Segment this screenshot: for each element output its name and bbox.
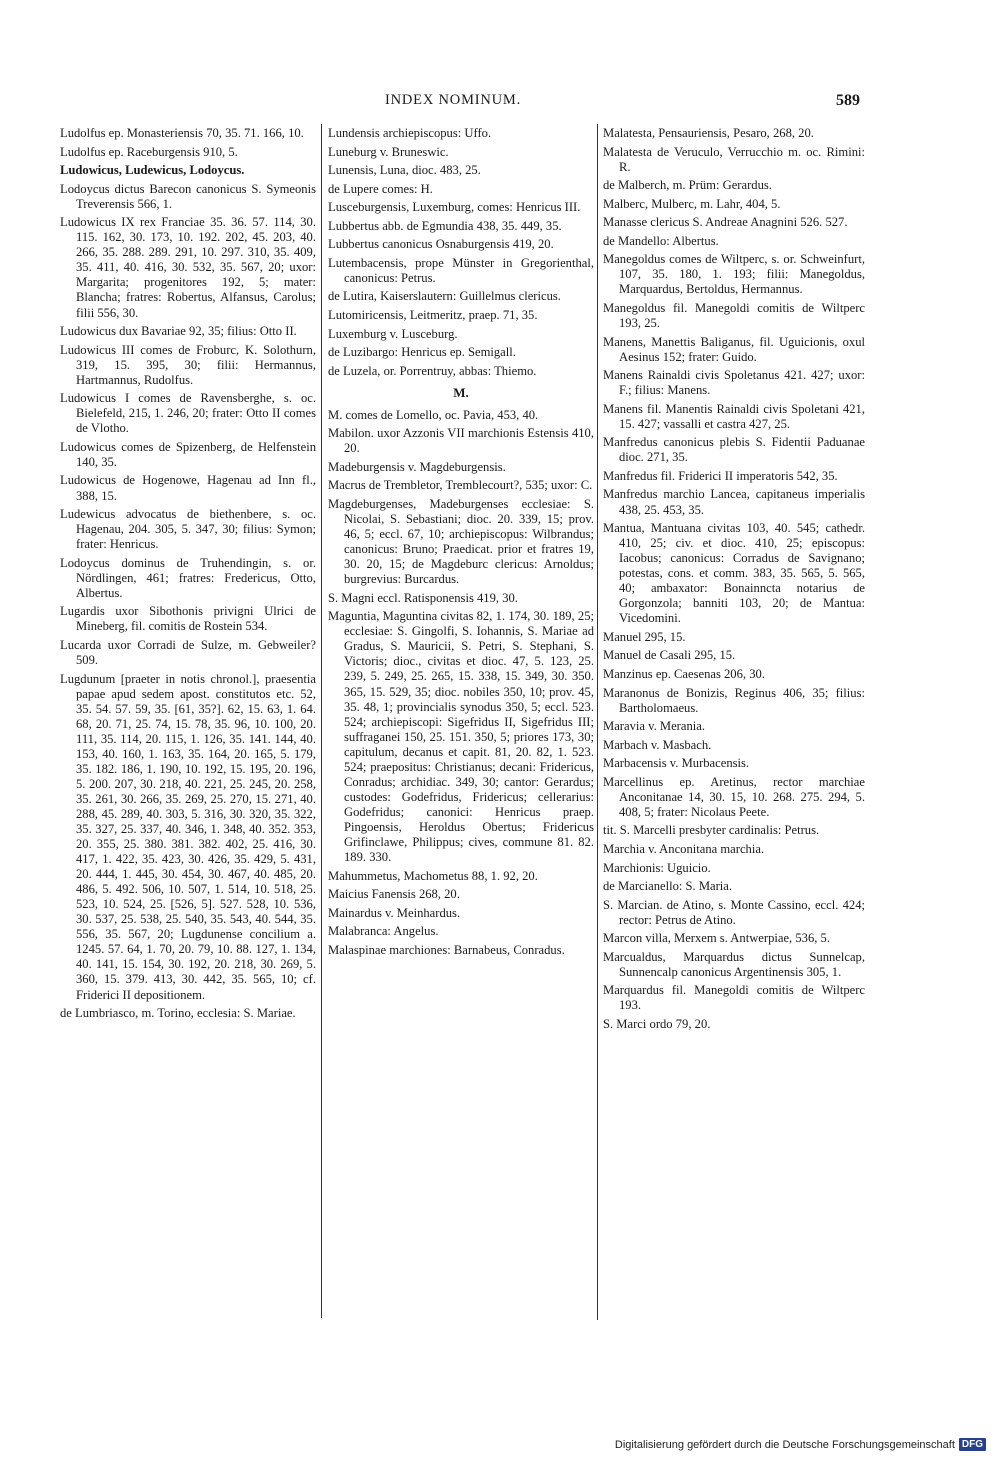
column-divider-right: [597, 124, 598, 1320]
index-entry: Mabilon. uxor Azzonis VII marchionis Estensis 410, 20.: [328, 426, 594, 456]
index-entry: Lubbertus canonicus Osnaburgensis 419, 20.: [328, 237, 554, 252]
index-entry: de Luzela, or. Porrentruy, abbas: Thiemo.: [328, 363, 537, 378]
index-entry: Manuel 295, 15.: [603, 629, 686, 644]
index-entry: tit. S. Marcelli presbyter cardinalis: Petrus.: [603, 823, 820, 838]
index-entry: Lodoycus dictus Barecon canonicus S. Symeonis Treverensis 566, 1.: [60, 181, 316, 211]
page-number: 589: [836, 92, 860, 109]
credit-text: Digitalisierung gefördert durch die Deutsche Forschungsgemeinschaft: [614, 1438, 955, 1451]
running-title: INDEX NOMINUM.: [385, 92, 522, 108]
index-entry: Malberc, Mulberc, m. Lahr, 404, 5.: [603, 196, 781, 211]
index-entry: Mainardus v. Meinhardus.: [328, 905, 461, 920]
index-entry-bold-heading: Ludowicus, Ludewicus, Lodoycus.: [60, 163, 245, 178]
digitization-credit: [615, 1438, 986, 1451]
index-entry: Manzinus ep. Caesenas 206, 30.: [603, 667, 765, 681]
index-entry: M. comes de Lomello, oc. Pavia, 453, 40.: [328, 407, 539, 422]
index-entry: Marbach v. Masbach.: [603, 737, 712, 752]
index-entry: Lutembacensis, prope Münster in Gregorienthal, canonicus: Petrus.: [328, 255, 594, 285]
index-entry: S. Marci ordo 79, 20.: [603, 1016, 711, 1031]
index-entry: Lugdunum [praeter in notis chronol.], praesentia papae apud sedem apost. constitutos etc. 52, 35. 54. 57. 59, 35. [61, 35?]. 62, 15. 63, 1. 64. 68, 20. 71, 25. 74, 15. 78, 35. 96, 10. 100, 20. 111, 35. 114, 20. 115, 1. 126, 35. 141. 144, 40. 153, 40. 160, 1. 163, 35. 164, 20. 165, 5. 179, 35. 182. 186, 1. 190, 10. 192, 15. 195, 20. 196, 5. 200. 207, 30. 218, 40. 221, 25. 245, 20. 258, 35. 261, 30. 266, 35. 269, 25. 270, 15. 271, 40. 288, 45. 289, 40. 303, 5. 316, 30. 320, 35. 322, 35. 327, 25. 337, 40. 346, 1. 348, 40. 352. 353, 20. 355, 25. 380. 381. 382. 402, 25. 416, 30. 417, 1. 422, 35. 423, 30. 426, 35. 429, 5. 431, 20. 444, 1. 445, 30. 454, 30. 467, 40. 485, 20. 486, 5. 492. 506, 10. 507, 1. 514, 10. 518, 25. 523, 10. 524, 25. [526, 5]. 527. 528, 10. 536, 30. 537, 25. 538, 25. 540, 35. 543, 40. 544, 35. 556, 35. 567, 20; Lugdunense concilium a. 1245. 57. 64, 1. 70, 20. 79, 10. 88. 127, 1. 134, 40. 141, 15. 154, 30. 192, 20. 218, 30. 269, 5. 360, 15. 379. 413, 30. 442, 35. 565, 10; cf. Friderici II depositionem.: [60, 671, 316, 1002]
index-entry: Magdeburgenses, Madeburgenses ecclesiae: S. Nicolai, S. Sebastiani; dioc. 20. 339, 15; prov. 46, 5; eccl. 67, 10; archiepiscopus: Wilbrandus; canonicus: Bruno; Praedicat. prior et fratres 19, 30. 20, 15; de Magdeburc clericus: Arnoldus; burgrevius: Burcardus.: [328, 496, 594, 587]
index-entry: Manegoldus fil. Manegoldi comitis de Wiltperc 193, 25.: [603, 300, 865, 331]
index-entry: Ludowicus de Hogenowe, Hagenau ad Inn fl., 388, 15.: [60, 473, 316, 503]
index-entry: Ludowicus I comes de Ravensberghe, s. oc. Bielefeld, 215, 1. 246, 20; frater: Otto II comes de Vlotho.: [60, 391, 316, 436]
index-entry: Marchionis: Uguicio.: [603, 860, 711, 875]
page-header: [0, 92, 1000, 114]
index-entry: de Marcianello: S. Maria.: [603, 879, 733, 894]
index-entry: Ludowicus III comes de Froburc, K. Solothurn, 319, 15. 395, 30; filii: Hermannus, Hartmannus, Rudolfus.: [60, 342, 316, 387]
index-entry: Marcon villa, Merxem s. Antwerpiae, 536, 5.: [603, 931, 830, 946]
index-entry: Mahummetus, Machometus 88, 1. 92, 20.: [328, 868, 538, 883]
index-column-middle: [328, 126, 594, 961]
index-entry: Lundensis archiepiscopus: Uffo.: [328, 126, 492, 140]
letter-heading: M.: [453, 384, 469, 400]
index-entry: Manfredus fil. Friderici II imperatoris 542, 35.: [603, 468, 838, 483]
index-entry: Marbacensis v. Murbacensis.: [603, 756, 750, 771]
index-entry: Manens Rainaldi civis Spoletanus 421. 427; uxor: F.; filius: Manens.: [603, 368, 865, 398]
index-entry: Lubbertus abb. de Egmundia 438, 35. 449, 35.: [328, 218, 562, 233]
index-entry: Mantua, Mantuana civitas 103, 40. 545; cathedr. 410, 25; civ. et dioc. 410, 25; episcopus: Iacobus; canonicus: Corradus de Savignano; potestas, cons. et comm. 383, 35. 565, 5. 565, 40; ambaxator: Bonainncta notarius de Gorgonzola; banniti 103, 20; de Mantua: Vicedomini.: [603, 521, 865, 626]
index-entry: Manens, Manettis Baliganus, fil. Uguicionis, oxul Aesinus 152; frater: Guido.: [603, 334, 865, 364]
index-entry: Ludolfus ep. Raceburgensis 910, 5.: [60, 144, 238, 159]
index-entry: Ludolfus ep. Monasteriensis 70, 35. 71. 166, 10.: [60, 126, 304, 140]
index-entry: Manfredus marchio Lancea, capitaneus imperialis 438, 25. 453, 35.: [603, 487, 865, 517]
index-entry: Ludowicus IX rex Franciae 35. 36. 57. 114, 30. 115. 162, 30. 173, 10. 192. 202, 45. 203, 40. 266, 35. 288. 289. 291, 10. 297. 310, 35. 409, 35. 411, 40. 416, 30. 532, 35. 567, 20; uxor: Margarita; progenitores 192, 5; mater: Blancha; fratres: Robertus, Alfansus, Carolus; filii 556, 30.: [60, 215, 316, 320]
index-entry: Marcellinus ep. Aretinus, rector marchiae Anconitanae 14, 30. 15, 10. 268. 275. 294, 5. 408, 5; frater: Nicolaus Peete.: [603, 774, 865, 819]
index-entry: S. Marcian. de Atino, s. Monte Cassino, eccl. 424; rector: Petrus de Atino.: [603, 897, 865, 927]
index-entry: Ludowicus comes de Spizenberg, de Helfenstein 140, 35.: [60, 439, 316, 469]
index-entry: Malabranca: Angelus.: [328, 924, 439, 939]
index-column-left: [60, 126, 316, 1025]
index-entry: Maranonus de Bonizis, Reginus 406, 35; filius: Bartholomaeus.: [603, 685, 865, 715]
index-entry: de Lupere comes: H.: [328, 181, 433, 196]
index-entry: Marquardus fil. Manegoldi comitis de Wiltperc 193.: [603, 983, 865, 1013]
index-entry: Lodoycus dominus de Truhendingin, s. or. Nördlingen, 461; fratres: Fredericus, Otto, Albertus.: [60, 555, 316, 600]
index-entry: Maguntia, Maguntina civitas 82, 1. 174, 30. 189, 25; ecclesiae: S. Gingolfi, S. Iohannis, S. Mariae ad Gradus, S. Mauricii, S. Petri, S. Stephani, S. Victoris; dioc., civitas et dioc. 47, 5. 123, 25. 239, 5. 249, 25. 265, 15. 338, 15. 349, 30. 350. 365, 15. 529, 35; dioc. nobiles 350, 10; prov. 45, 35. 48, 1; provincialis synodus 350, 5; eccl. 523. 524; archiepiscopi: Sigefridus II, Sigefridus III; suffraganei 150, 25. 151. 350, 5; priores 173, 30; capitulum, decanus et capit. 81, 20. 82, 1. 523. 524; praepositus: Christianus; decani: Fridericus, Conradus; archidiac. 349, 30; cantor: Gerardus; custodes: Godefridus, Fridericus; cellerarius: Godefridus; canonici: Henricus praep. Pingoensis, Heroldus Obertus; Fridericus Grifinclawe, Philippus; cives, commune 81. 82. 189. 330.: [328, 609, 594, 865]
index-entry: Manfredus canonicus plebis S. Fidentii Paduanae dioc. 271, 35.: [603, 435, 865, 465]
index-entry: Ludewicus advocatus de biethenbere, s. oc. Hagenau, 204. 305, 5. 347, 30; filius: Symon; frater: Henricus.: [60, 507, 316, 552]
index-entry: Maicius Fanensis 268, 20.: [328, 887, 460, 902]
index-entry: Manegoldus comes de Wiltperc, s. or. Schweinfurt, 107, 35. 180, 1. 193; filii: Manegoldus, Marquardus, Bertoldus, Hermannus.: [603, 252, 865, 297]
index-entry: Luneburg v. Bruneswic.: [328, 144, 449, 159]
index-entry: Luxemburg v. Lusceburg.: [328, 326, 458, 341]
index-entry: Marchia v. Anconitana marchia.: [603, 841, 765, 856]
index-entry: Maravia v. Merania.: [603, 719, 705, 734]
index-entry: de Mandello: Albertus.: [603, 233, 719, 248]
dfg-logo[interactable]: DFG: [959, 1438, 986, 1451]
index-entry: Madeburgensis v. Magdeburgensis.: [328, 459, 506, 474]
index-entry: Marcualdus, Marquardus dictus Sunnelcap, Sunnencalp canonicus Argentinensis 305, 1.: [603, 949, 865, 979]
index-entry: Ludowicus dux Bavariae 92, 35; filius: Otto II.: [60, 324, 297, 339]
index-column-right: [603, 126, 865, 1035]
index-entry: Manuel de Casali 295, 15.: [603, 648, 736, 663]
index-entry: Macrus de Trembletor, Tremblecourt?, 535; uxor: C.: [328, 478, 593, 493]
index-entry: Manens fil. Manentis Rainaldi civis Spoletani 421, 15. 427; vassalli et castra 427, 25.: [603, 401, 865, 431]
index-entry: de Malberch, m. Prüm: Gerardus.: [603, 178, 772, 193]
index-entry: Lucarda uxor Corradi de Sulze, m. Gebweiler? 509.: [60, 637, 316, 667]
index-entry: de Lutira, Kaiserslautern: Guillelmus clericus.: [328, 289, 561, 304]
index-entry: Lunensis, Luna, dioc. 483, 25.: [328, 163, 481, 178]
index-entry: Lutomiricensis, Leitmeritz, praep. 71, 35.: [328, 307, 538, 322]
index-entry: Lusceburgensis, Luxemburg, comes: Henricus III.: [328, 200, 581, 215]
index-entry: Malaspinae marchiones: Barnabeus, Conradus.: [328, 942, 565, 957]
index-entry: Lugardis uxor Sibothonis privigni Ulrici de Mineberg, fil. comitis de Rostein 534.: [60, 604, 316, 634]
index-entry: Manasse clericus S. Andreae Anagnini 526. 527.: [603, 215, 848, 230]
index-entry: de Luzibargo: Henricus ep. Semigall.: [328, 345, 516, 360]
column-divider-left: [321, 124, 322, 1318]
index-entry: S. Magni eccl. Ratisponensis 419, 30.: [328, 590, 518, 605]
index-entry: Malatesta, Pensauriensis, Pesaro, 268, 20.: [603, 126, 814, 140]
index-entry: de Lumbriasco, m. Torino, ecclesia: S. Mariae.: [60, 1006, 296, 1021]
index-entry: Malatesta de Veruculo, Verrucchio m. oc. Rimini: R.: [603, 144, 865, 174]
